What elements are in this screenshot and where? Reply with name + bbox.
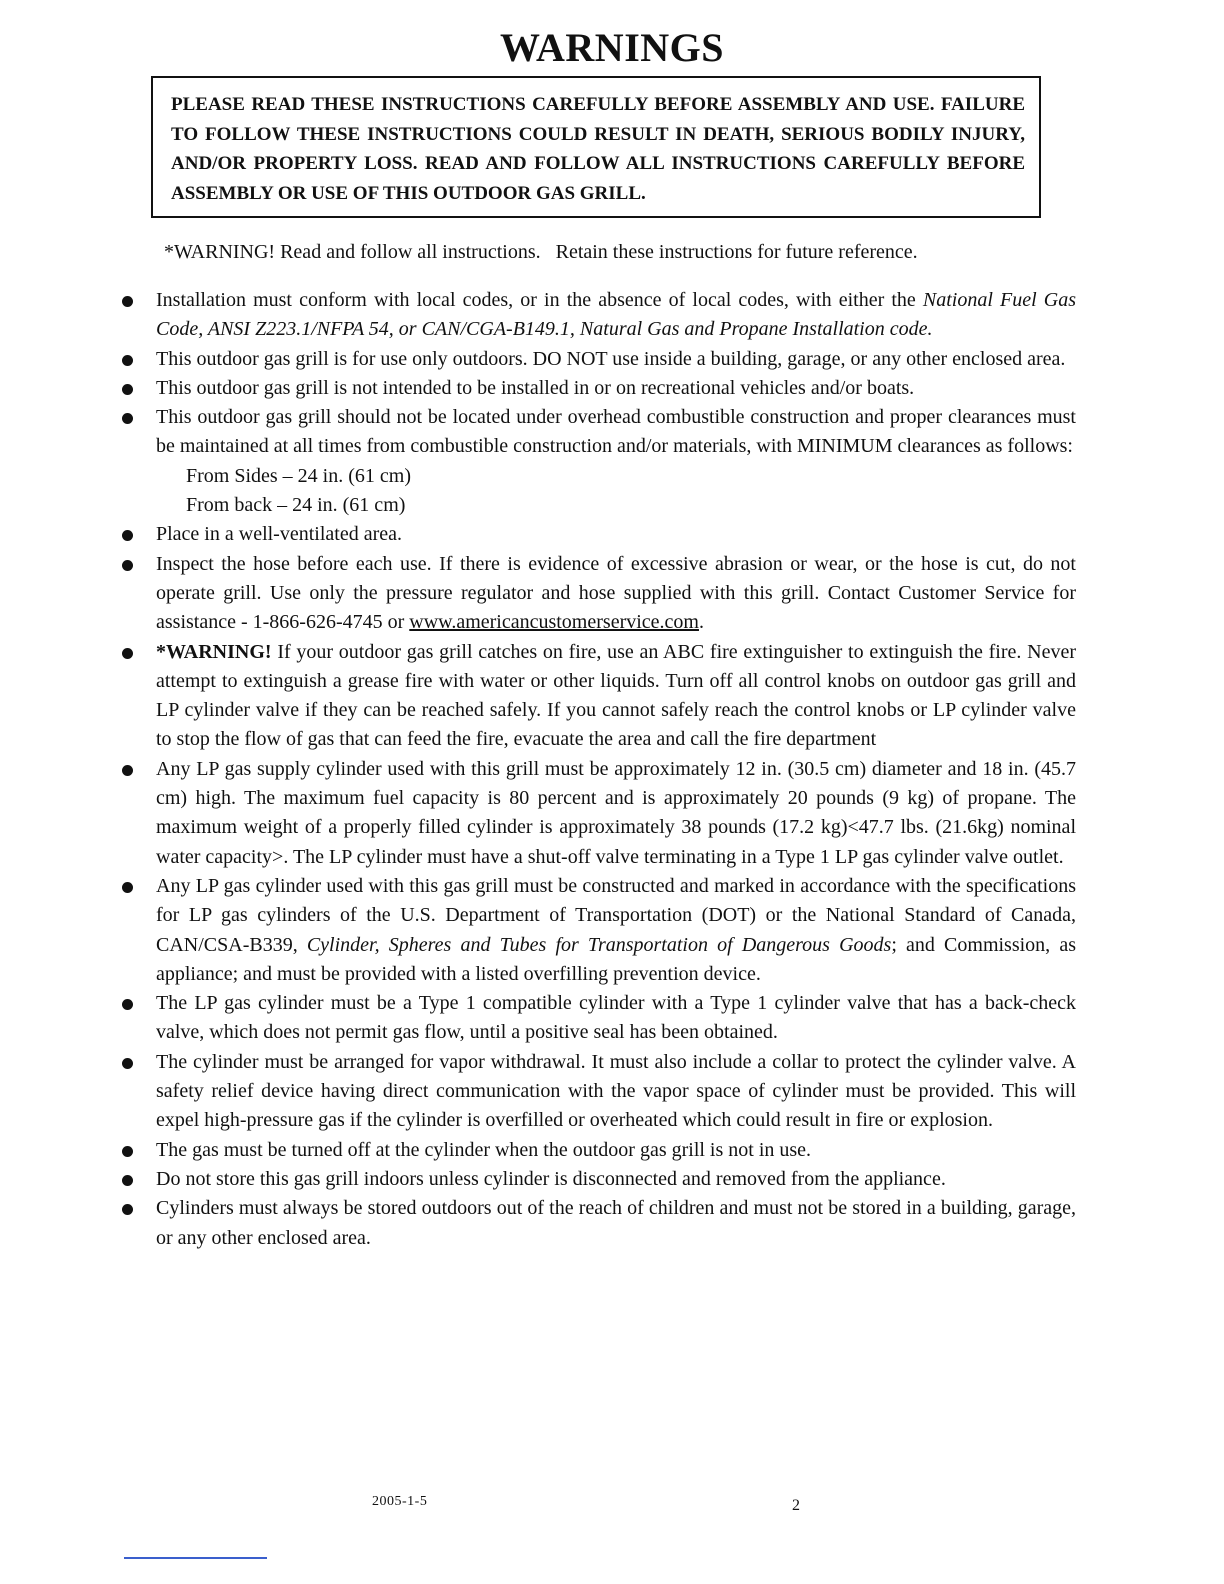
warning-box — [151, 76, 1041, 218]
bullet-icon — [122, 413, 133, 424]
bullet-icon — [122, 765, 133, 776]
bullet-icon — [122, 560, 133, 571]
item-text-post: ; and Commission, as appliance; and must be provided with a listed overfilling prevention device. — [156, 933, 1076, 985]
footer-date: 2005-1-5 — [372, 1494, 428, 1509]
item-text: If your outdoor gas grill catches on fire, use an ABC fire extinguisher to extinguish the fire. Never attempt to extinguish a grease fire with water or other liquids. Turn off all control knobs on outdoor gas grill and LP cylinder valve if they can be reached safely. If you cannot safely reach the control knobs or LP cylinder valve to stop the flow of gas that can feed the fire, evacuate the area and call the fire department — [156, 640, 1076, 751]
item-text: This outdoor gas grill should not be located under overhead combustible construction and proper clearances must be maintained at all times from combustible construction and/or materials, with MINIMUM clearances as follows: — [156, 406, 1076, 458]
scan-artifact-line — [124, 1557, 267, 1559]
page-number: 2 — [792, 1497, 800, 1514]
list-item — [110, 755, 1076, 872]
list-item — [110, 403, 1076, 520]
clearance-back: From back – 24 in. (61 cm) — [186, 494, 406, 517]
item-text-end: . — [698, 611, 704, 634]
item-bold-warning: *WARNING! — [156, 640, 272, 663]
bullet-icon — [122, 355, 133, 366]
item-text: Cylinders must always be stored outdoors out of the reach of children and must not be stored in a building, garage, or any other enclosed area. — [156, 1197, 1076, 1249]
bullet-icon — [122, 1204, 133, 1215]
list-item — [110, 520, 1076, 549]
item-text: Any LP gas cylinder used with this gas grill must be constructed and marked in accordance with the specifications for LP gas cylinders of the U.S. Department of Transportation (DOT) or the National Standard of Canada, CAN/CSA-B339, — [156, 874, 1076, 956]
bullet-icon — [122, 296, 133, 307]
item-text: Installation must conform with local codes, or in the absence of local codes, with either the — [156, 289, 923, 311]
list-item — [110, 872, 1076, 989]
bullet-icon — [122, 384, 133, 395]
bullet-icon — [122, 882, 133, 893]
list-item — [110, 374, 1076, 403]
bullet-icon — [122, 530, 133, 541]
list-item — [110, 1136, 1076, 1165]
item-text: This outdoor gas grill is for use only outdoors. DO NOT use inside a building, garage, or any other enclosed area. — [156, 347, 1066, 370]
list-item — [110, 1194, 1076, 1253]
item-text: Inspect the hose before each use. If there is evidence of excessive abrasion or wear, or the hose is cut, do not operate grill. Use only the pressure regulator and hose supplied with this grill. Contact Customer Service for assistance - 1-866-626-4745 or — [156, 552, 1076, 634]
warning-box-text: PLEASE READ THESE INSTRUCTIONS CAREFULLY BEFORE ASSEMBLY AND USE. FAILURE TO FOLLOW THESE INSTRUCTIONS COULD RESULT IN DEATH, SERIOUS BODILY INJURY, AND/OR PROPERTY LOSS. READ AND FOLLOW ALL INSTRUCTIONS CAREFULLY BEFORE ASSEMBLY OR USE OF THIS OUTDOOR GAS GRILL. — [171, 94, 1025, 204]
bullet-icon — [122, 1058, 133, 1069]
page-title: WARNINGS — [499, 25, 725, 70]
list-item — [110, 550, 1076, 638]
bullet-icon — [122, 999, 133, 1010]
intro-warning: *WARNING! Read and follow all instructions. Retain these instructions for future reference. — [164, 241, 918, 263]
bullet-icon — [122, 1175, 133, 1186]
item-text: Do not store this gas grill indoors unless cylinder is disconnected and removed from the appliance. — [156, 1167, 946, 1190]
bullet-icon — [122, 648, 133, 659]
list-item — [110, 1165, 1076, 1194]
bullet-icon — [122, 1146, 133, 1157]
item-text: Any LP gas supply cylinder used with this grill must be approximately 12 in. (30.5 cm) diameter and 18 in. (45.7 cm) high. The maximum fuel capacity is 80 percent and is approximately 20 pounds (9 kg) of propane. The maximum weight of a properly filled cylinder is approximately 38 pounds (17.2 kg)<47.7 lbs. (21.6kg) nominal water capacity>. The LP cylinder must have a shut-off valve terminating in a Type 1 LP gas cylinder valve outlet. — [156, 757, 1076, 868]
list-item — [110, 286, 1076, 345]
item-text: The cylinder must be arranged for vapor withdrawal. It must also include a collar to protect the cylinder valve. A safety relief device having direct communication with the vapor space of cylinder must be provided. This will expel high-pressure gas if the cylinder is overfilled or overheated which could result in fire or explosion. — [156, 1050, 1076, 1132]
list-item — [110, 1048, 1076, 1136]
list-item — [110, 345, 1076, 374]
item-italic: Cylinder, Spheres and Tubes for Transportation of Dangerous Goods — [306, 933, 892, 956]
item-text: The LP gas cylinder must be a Type 1 compatible cylinder with a Type 1 cylinder valve that has a back-check valve, which does not permit gas flow, until a positive seal has been obtained. — [156, 992, 1076, 1044]
customer-service-link[interactable]: www.americancustomerservice.com — [409, 611, 699, 634]
item-text: Place in a well-ventilated area. — [156, 523, 402, 546]
item-text: This outdoor gas grill is not intended to be installed in or on recreational vehicles and/or boats. — [156, 376, 915, 399]
warnings-list — [110, 286, 1076, 1253]
item-text: The gas must be turned off at the cylinder when the outdoor gas grill is not in use. — [156, 1138, 812, 1161]
list-item — [110, 989, 1076, 1048]
clearance-sides: From Sides – 24 in. (61 cm) — [186, 464, 411, 487]
list-item — [110, 638, 1076, 755]
item-italic: National Fuel Gas Code, ANSI Z223.1/NFPA 54, or CAN/CGA-B149.1, Natural Gas and Propane Installation code. — [156, 289, 1076, 341]
